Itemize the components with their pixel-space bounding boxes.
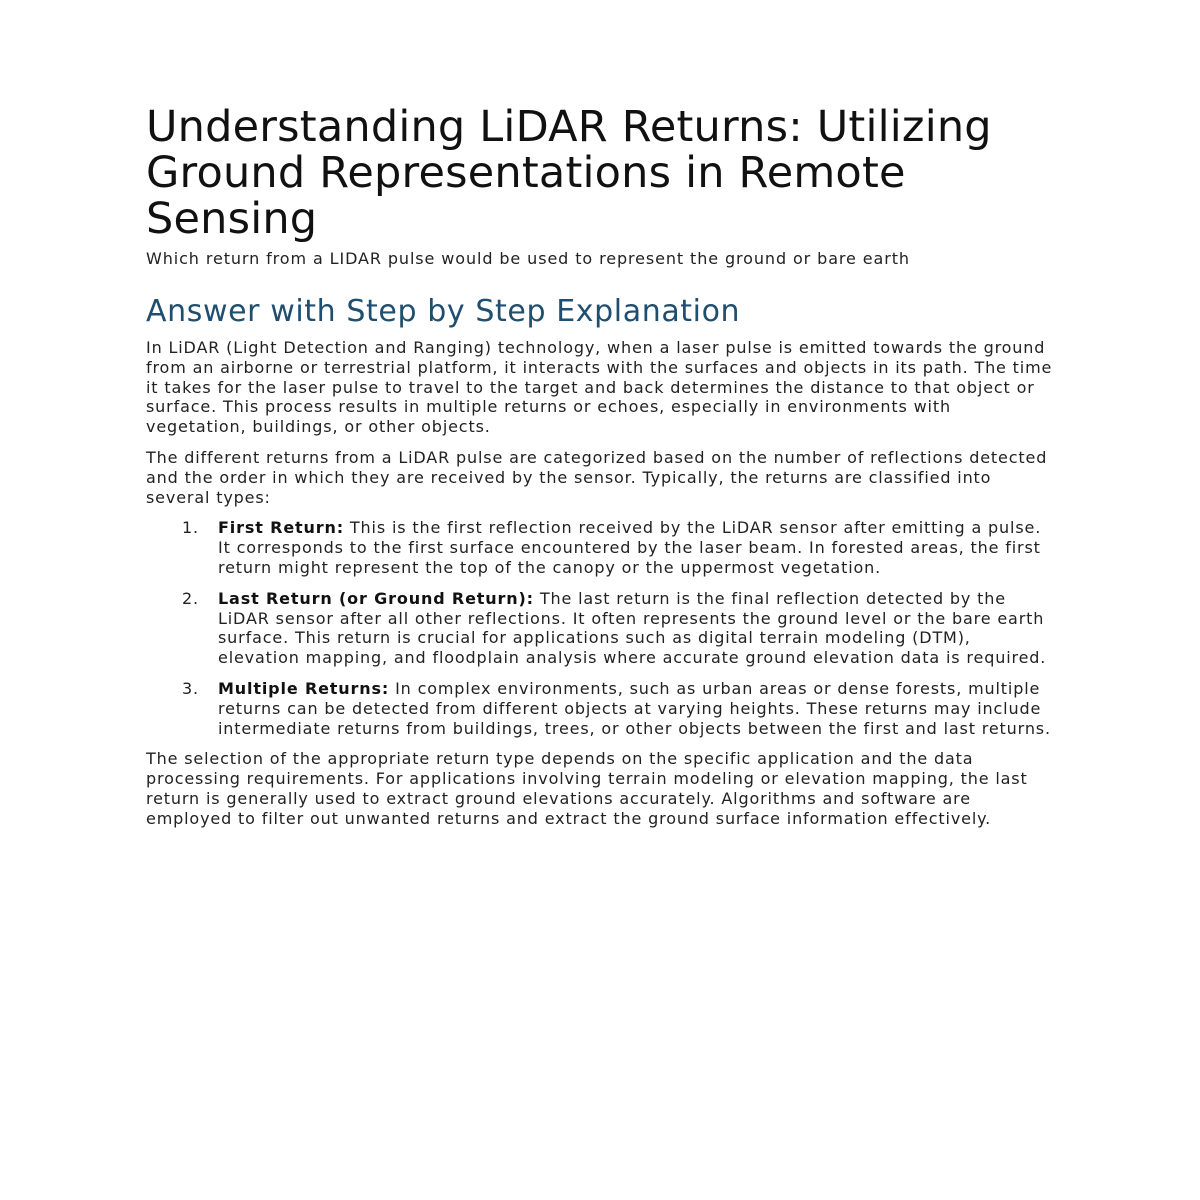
document-body [146, 104, 1056, 829]
step-text: In complex environments, such as urban areas or dense forests, multiple returns can be detected from different objects at varying heights. These returns may include intermediate returns from buildings, trees, or other objects between the first and last returns. [218, 678, 1051, 738]
step-term: Multiple Returns: [218, 678, 390, 698]
list-number: 2. [182, 588, 199, 608]
question-text: Which return from a LIDAR pulse would be used to represent the ground or bare earth [146, 249, 910, 268]
intro-paragraph-2: The different returns from a LiDAR pulse are categorized based on the number of reflections detected and the order in which they are received by the sensor. Typically, the returns are classified into several types: [146, 447, 1048, 507]
intro-paragraph-1: In LiDAR (Light Detection and Ranging) technology, when a laser pulse is emitted towards the ground from an airborne or terrestrial platform, it interacts with the surfaces and objects in its path. The time it takes for the laser pulse to travel to the target and back determines the distance to that object or surface. This process results in multiple returns or echoes, especially in environments with vegetation, buildings, or other objects. [146, 338, 1053, 437]
step-term: First Return: [218, 518, 344, 538]
step-text: This is the first reflection received by the LiDAR sensor after emitting a pulse. It corresponds to the first surface encountered by the laser beam. In forested areas, the first return might represent the top of the canopy or the uppermost vegetation. [218, 518, 1042, 577]
answer-heading: Answer with Step by Step Explanation [146, 294, 741, 329]
list-item-last-return [182, 588, 1056, 668]
list-number: 3. [182, 678, 199, 698]
step-text: The last return is the final reflection detected by the LiDAR sensor after all other reflections. It often represents the ground level or the bare earth surface. This return is crucial for applications such as digital terrain modeling (DTM), elevation mapping, and floodplain analysis where accurate ground elevation data is required. [218, 588, 1047, 668]
document-title: Understanding LiDAR Returns: Utilizing Ground Representations in Remote Sensing [146, 102, 992, 244]
list-number: 1. [182, 518, 199, 538]
list-item-multiple-returns [182, 678, 1056, 738]
conclusion-paragraph: The selection of the appropriate return type depends on the specific application and the data processing requirements. For applications involving terrain modeling or elevation mapping, the last return is generally used to extract ground elevations accurately. Algorithms and software are employed to filter out unwanted returns and extract the ground surface information effectively. [146, 749, 1028, 828]
list-item-first-return [182, 518, 1056, 577]
step-term: Last Return (or Ground Return): [218, 588, 534, 608]
return-types-list [146, 518, 1056, 738]
